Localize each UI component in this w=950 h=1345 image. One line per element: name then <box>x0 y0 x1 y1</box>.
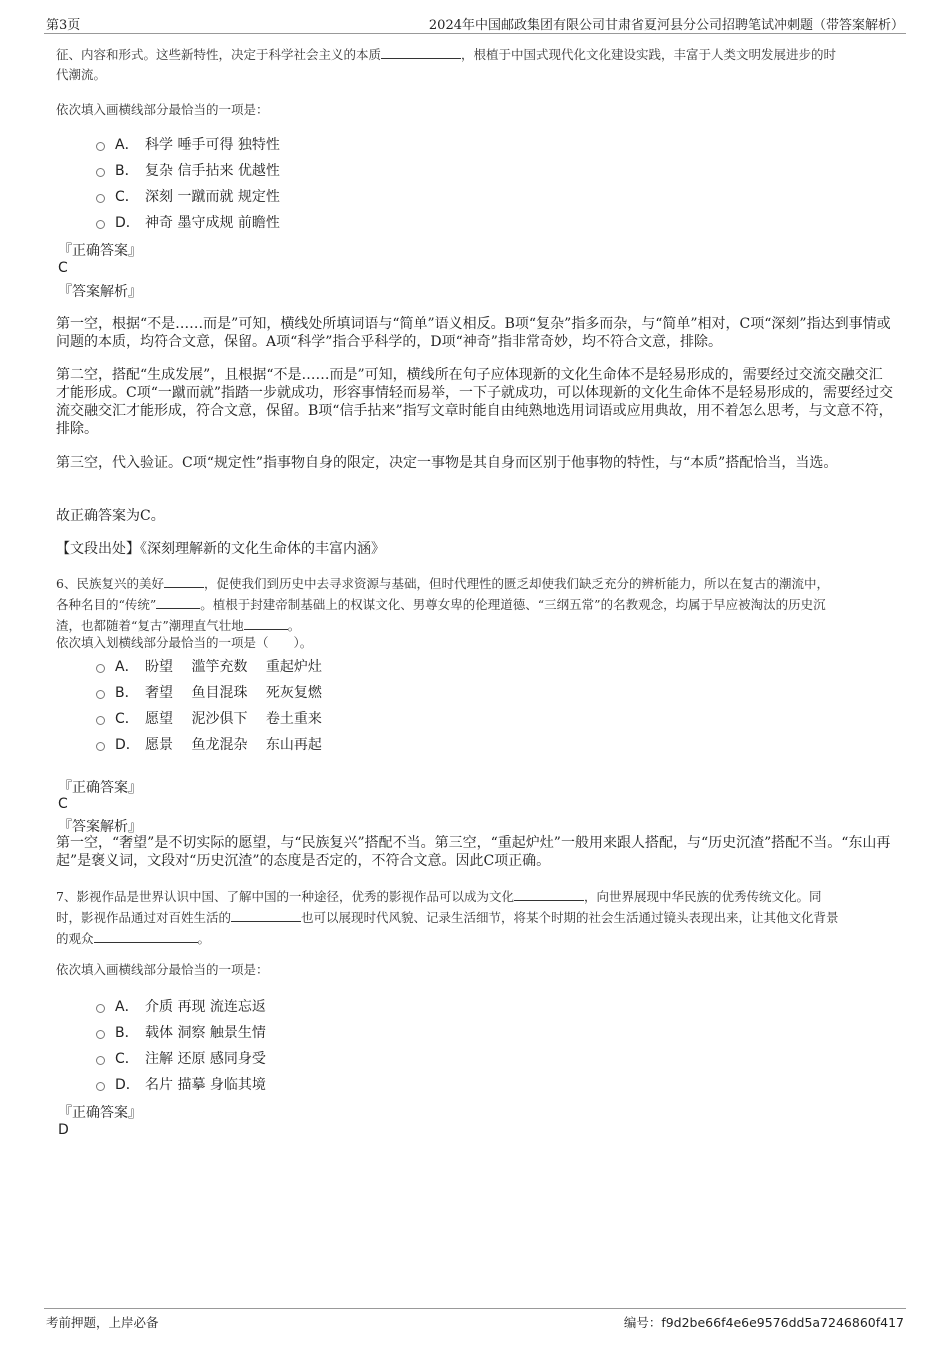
footer-slogan: 考前押题，上岸必备 <box>46 1315 159 1330</box>
q5-analysis-2: 第二空，搭配“生成发展”，且根据“不是……而是”可知，横线所在句子应体现新的文化生命体不是轻易形成的，需要经过交流交融交汇才能形成。C项“一蹴而就”指踏一步就成功，形容事情轻而易举，一下子就成功，可以体现新的文化生命体不是轻易形成的，需要经过交流交融交汇才能形成，符合文意，保留。B项“信手拈来”指写文章时能自由纯熟地选用词语或应用典故，用不着怎么思考，与文意不符，排除。 <box>56 367 894 437</box>
radio-icon[interactable] <box>96 1004 105 1013</box>
option-text: 名片 描摹 身临其境 <box>145 1077 266 1093</box>
q7-stem-text-2: ，向世界展现中华民族的优秀传统文化。同 <box>583 889 822 904</box>
q6-option-d[interactable] <box>96 734 322 754</box>
option-text: 愿望 泥沙俱下 卷土重来 <box>145 711 322 727</box>
radio-icon[interactable] <box>96 220 105 229</box>
q6-stem-text-1: 6、民族复兴的美好 <box>56 576 164 591</box>
q6-option-c[interactable] <box>96 708 322 728</box>
q5-source: 【文段出处】《深刻理解新的文化生命体的丰富内涵》 <box>56 541 385 557</box>
option-text: 介质 再现 流连忘返 <box>145 999 266 1015</box>
q5-answer: C <box>58 260 68 276</box>
radio-icon[interactable] <box>96 194 105 203</box>
q5-analysis-1: 第一空，根据“不是……而是”可知，横线处所填词语与“简单”语义相反。B项“复杂”指多而杂，与“简单”相对，C项“深刻”指达到事情或问题的本质，均符合文意，保留。A项“科学”指合乎科学的，D项“神奇”指非常奇妙，均不符合文意，排除。 <box>56 316 891 350</box>
q7-blank-3 <box>94 928 198 943</box>
radio-icon[interactable] <box>96 742 105 751</box>
q7-blank-1 <box>514 886 584 901</box>
q6-stem-text-6: 。 <box>287 618 301 633</box>
q7-stem-text-6: 。 <box>197 931 211 946</box>
q5-option-c[interactable] <box>96 186 280 206</box>
q5-analysis-3: 第三空，代入验证。C项“规定性”指事物自身的限定，决定一事物是其自身而区别于他事物的特性，与“本质”搭配恰当，当选。 <box>56 455 838 471</box>
q5-option-a[interactable] <box>96 134 280 154</box>
q6-answer: C <box>58 796 68 812</box>
option-letter: C． <box>115 189 139 205</box>
q6-stem-text-2: ，促使我们到历史中去寻求资源与基础，但时代理性的匮乏却使我们缺乏充分的辨析能力，所以在复古的潮流中， <box>203 576 829 591</box>
q5-stem-text-1: 征、内容和形式。这些新特性，决定于科学社会主义的本质 <box>56 47 382 62</box>
q5-stem-text-2: ，根植于中国式现代化文化建设实践，丰富于人类文明发展进步的时 <box>461 47 837 62</box>
q7-answer: D <box>58 1122 69 1138</box>
option-text: 载体 洞察 触景生情 <box>145 1025 266 1041</box>
q7-stem-text-3: 时，影视作品通过对百姓生活的 <box>56 910 232 925</box>
q7-blank-2 <box>231 907 301 922</box>
page-number: 第3页 <box>46 18 81 33</box>
q7-answer-label: 『正确答案』 <box>58 1105 142 1121</box>
option-letter: B． <box>115 1025 139 1041</box>
q6-analysis-label: 『答案解析』 <box>58 819 142 835</box>
option-letter: A． <box>115 137 139 153</box>
option-letter: D． <box>115 215 140 231</box>
radio-icon[interactable] <box>96 690 105 699</box>
option-letter: D． <box>115 1077 140 1093</box>
q5-analysis-4: 故正确答案为C。 <box>56 508 165 524</box>
radio-icon[interactable] <box>96 142 105 151</box>
document-title: 2024年中国邮政集团有限公司甘肃省夏河县分公司招聘笔试冲刺题（带答案解析） <box>428 18 904 33</box>
option-letter: B． <box>115 685 139 701</box>
radio-icon[interactable] <box>96 716 105 725</box>
q6-analysis: 第一空，“奢望”是不切实际的愿望，与“民族复兴”搭配不当。第三空，“重起炉灶”一般用来跟人搭配，与“历史沉渣”搭配不当。“东山再起”是褒义词，文段对“历史沉渣”的态度是否定的，不符合文意。因此C项正确。 <box>56 835 891 869</box>
q7-stem-text-1: 7、影视作品是世界认识中国、了解中国的一种途径，优秀的影视作品可以成为文化 <box>56 889 514 904</box>
q5-option-b[interactable] <box>96 160 280 180</box>
option-letter: C． <box>115 1051 139 1067</box>
header-divider <box>44 33 906 34</box>
option-text: 愿景 鱼龙混杂 东山再起 <box>145 737 322 753</box>
q6-stem-text-5: 渣，也都随着“复古”潮理直气壮地 <box>56 618 244 633</box>
q6-blank-1 <box>164 573 204 588</box>
q6-stem <box>56 573 896 636</box>
radio-icon[interactable] <box>96 1030 105 1039</box>
q5-option-d[interactable] <box>96 212 280 232</box>
option-letter: A． <box>115 659 139 675</box>
radio-icon[interactable] <box>96 664 105 673</box>
q6-blank-3 <box>244 615 288 630</box>
q7-stem <box>56 886 896 949</box>
q5-blank <box>381 44 461 59</box>
q5-stem-text-3: 代潮流。 <box>56 67 107 82</box>
q7-option-d[interactable] <box>96 1074 266 1094</box>
radio-icon[interactable] <box>96 1082 105 1091</box>
q5-analysis-label: 『答案解析』 <box>58 284 142 300</box>
document-id: 编号：f9d2be66f4e6e9576dd5a7246860f417 <box>623 1315 904 1330</box>
option-letter: A． <box>115 999 139 1015</box>
q7-prompt: 依次填入画横线部分最恰当的一项是： <box>56 962 269 977</box>
radio-icon[interactable] <box>96 1056 105 1065</box>
option-text: 科学 唾手可得 独特性 <box>145 137 280 153</box>
q5-stem <box>56 44 896 85</box>
option-letter: B． <box>115 163 139 179</box>
option-text: 盼望 滥竽充数 重起炉灶 <box>145 659 322 675</box>
option-text: 奢望 鱼目混珠 死灰复燃 <box>145 685 322 701</box>
option-text: 注解 还原 感同身受 <box>145 1051 266 1067</box>
option-letter: D． <box>115 737 140 753</box>
option-letter: C． <box>115 711 139 727</box>
q7-stem-text-5: 的观众 <box>56 931 94 946</box>
q5-answer-label: 『正确答案』 <box>58 243 142 259</box>
q6-stem-text-3: 各种名目的“传统” <box>56 597 157 612</box>
footer-divider <box>44 1308 906 1309</box>
q6-blank-2 <box>156 594 200 609</box>
q6-answer-label: 『正确答案』 <box>58 780 142 796</box>
option-text: 复杂 信手拈来 优越性 <box>145 163 280 179</box>
q6-option-b[interactable] <box>96 682 322 702</box>
q6-prompt: 依次填入划横线部分最恰当的一项是（ ）。 <box>56 635 313 650</box>
q7-option-c[interactable] <box>96 1048 266 1068</box>
q7-option-b[interactable] <box>96 1022 266 1042</box>
q6-option-a[interactable] <box>96 656 322 676</box>
q6-stem-text-4: 。植根于封建帝制基础上的权谋文化、男尊女卑的伦理道德、“三纲五常”的名教观念，均属于早应被淘汰的历史沉 <box>200 597 826 612</box>
q7-stem-text-4: 也可以展现时代风貌、记录生活细节，将某个时期的社会生活通过镜头表现出来，让其他文化背景 <box>301 910 839 925</box>
option-text: 神奇 墨守成规 前瞻性 <box>145 215 280 231</box>
radio-icon[interactable] <box>96 168 105 177</box>
option-text: 深刻 一蹴而就 规定性 <box>145 189 280 205</box>
q5-prompt: 依次填入画横线部分最恰当的一项是： <box>56 102 269 117</box>
q7-option-a[interactable] <box>96 996 266 1016</box>
